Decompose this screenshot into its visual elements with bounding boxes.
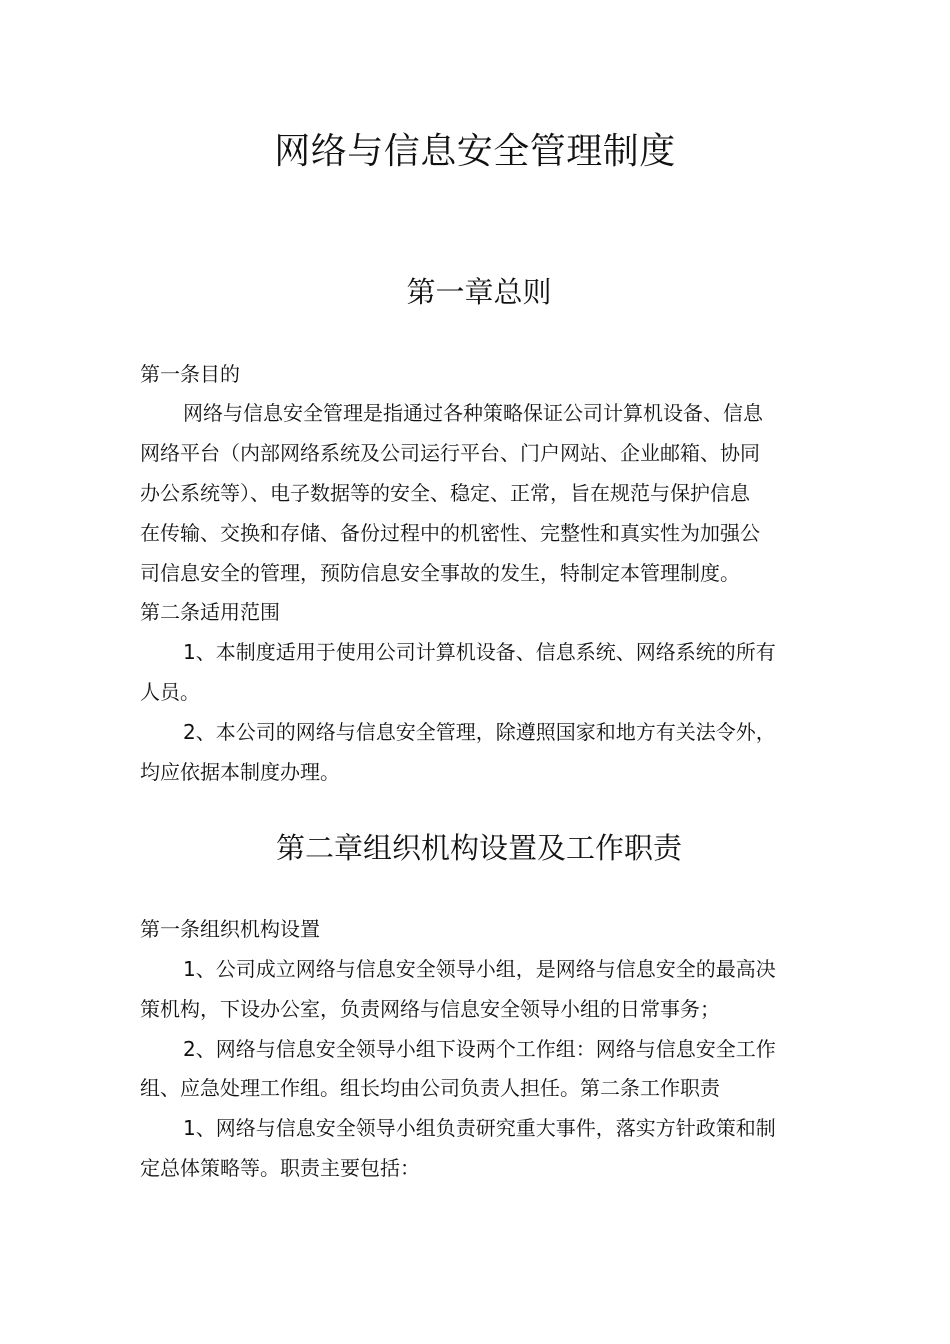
paragraph-line: 2、网络与信息安全领导小组下设两个工作组：网络与信息安全工作 bbox=[183, 1037, 776, 1061]
paragraph-line: 2、本公司的网络与信息安全管理，除遵照国家和地方有关法令外， bbox=[183, 720, 776, 744]
paragraph-line: 策机构，下设办公室，负责网络与信息安全领导小组的日常事务； bbox=[140, 997, 720, 1021]
paragraph-line: 组、应急处理工作组。组长均由公司负责人担任。第二条工作职责 bbox=[140, 1076, 720, 1100]
paragraph-line: 网络平台（内部网络系统及公司运行平台、门户网站、企业邮箱、协同 bbox=[140, 441, 760, 465]
paragraph-line: 办公系统等）、电子数据等的安全、稳定、正常，旨在规范与保护信息 bbox=[140, 481, 750, 505]
article-heading: 第一条组织机构设置 bbox=[140, 917, 320, 941]
paragraph-line: 网络与信息安全管理是指通过各种策略保证公司计算机设备、信息 bbox=[183, 401, 763, 425]
article-2-heading: 第二条适用范围 bbox=[140, 600, 280, 624]
paragraph-line: 在传输、交换和存储、备份过程中的机密性、完整性和真实性为加强公 bbox=[140, 521, 760, 545]
chapter-2-heading: 第二章组织机构设置及工作职责 bbox=[275, 831, 682, 865]
paragraph-line: 1、公司成立网络与信息安全领导小组，是网络与信息安全的最高决 bbox=[183, 957, 776, 981]
paragraph-line: 定总体策略等。职责主要包括： bbox=[140, 1156, 420, 1180]
paragraph-line: 人员。 bbox=[140, 680, 200, 704]
paragraph-line: 1、本制度适用于使用公司计算机设备、信息系统、网络系统的所有 bbox=[183, 640, 776, 664]
paragraph-line: 司信息安全的管理，预防信息安全事故的发生，特制定本管理制度。 bbox=[140, 561, 740, 585]
paragraph-line: 均应依据本制度办理。 bbox=[140, 760, 340, 784]
chapter-1-heading: 第一章总则 bbox=[406, 275, 552, 309]
paragraph-line: 1、网络与信息安全领导小组负责研究重大事件，落实方针政策和制 bbox=[183, 1116, 776, 1140]
article-1-heading: 第一条目的 bbox=[140, 362, 240, 386]
document-title: 网络与信息安全管理制度 bbox=[274, 131, 676, 172]
